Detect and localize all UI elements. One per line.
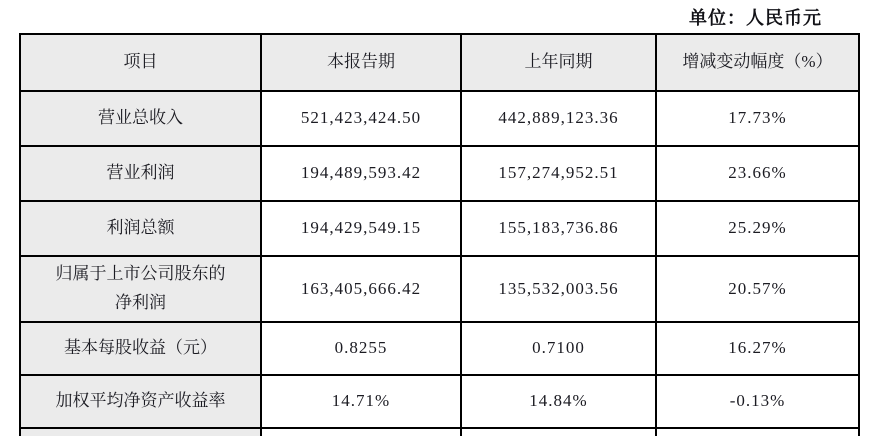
current-period-cell: 163,405,666.42 [261,256,461,322]
table-row [20,322,859,375]
change-pct-cell: 25.29% [656,201,859,256]
table-row [20,375,859,428]
current-period-cell: 0.8255 [261,322,461,375]
table-row [20,256,859,322]
change-pct-cell: 23.66% [656,146,859,201]
prior-period-cell: 442,889,123.36 [461,91,656,146]
change-pct-cell: 20.57% [656,256,859,322]
table-header-row [20,34,859,91]
row-label-cell: 利润总额 [20,201,261,256]
table-row [20,91,859,146]
row-label-cell [20,428,261,436]
row-label-cell: 基本每股收益（元） [20,322,261,375]
row-label-cell: 营业利润 [20,146,261,201]
header-cell-change-pct: 增减变动幅度（%） [656,34,859,91]
row-label-cell: 营业总收入 [20,91,261,146]
prior-period-cell: 14.84% [461,375,656,428]
prior-period-cell: 157,274,952.51 [461,146,656,201]
header-cell-item: 项目 [20,34,261,91]
financial-summary-table [19,33,860,436]
prior-period-cell [461,428,656,436]
change-pct-cell: 17.73% [656,91,859,146]
current-period-cell: 521,423,424.50 [261,91,461,146]
table-row-partial [20,428,859,436]
row-label-cell: 归属于上市公司股东的净利润 [20,256,261,322]
change-pct-cell [656,428,859,436]
table-row [20,146,859,201]
current-period-cell [261,428,461,436]
prior-period-cell: 155,183,736.86 [461,201,656,256]
table-row [20,201,859,256]
change-pct-cell: -0.13% [656,375,859,428]
current-period-cell: 194,489,593.42 [261,146,461,201]
current-period-cell: 14.71% [261,375,461,428]
unit-label: 单位：人民币元 [689,8,822,28]
prior-period-cell: 135,532,003.56 [461,256,656,322]
current-period-cell: 194,429,549.15 [261,201,461,256]
change-pct-cell: 16.27% [656,322,859,375]
prior-period-cell: 0.7100 [461,322,656,375]
header-cell-current-period: 本报告期 [261,34,461,91]
header-cell-prior-period: 上年同期 [461,34,656,91]
row-label-cell: 加权平均净资产收益率 [20,375,261,428]
